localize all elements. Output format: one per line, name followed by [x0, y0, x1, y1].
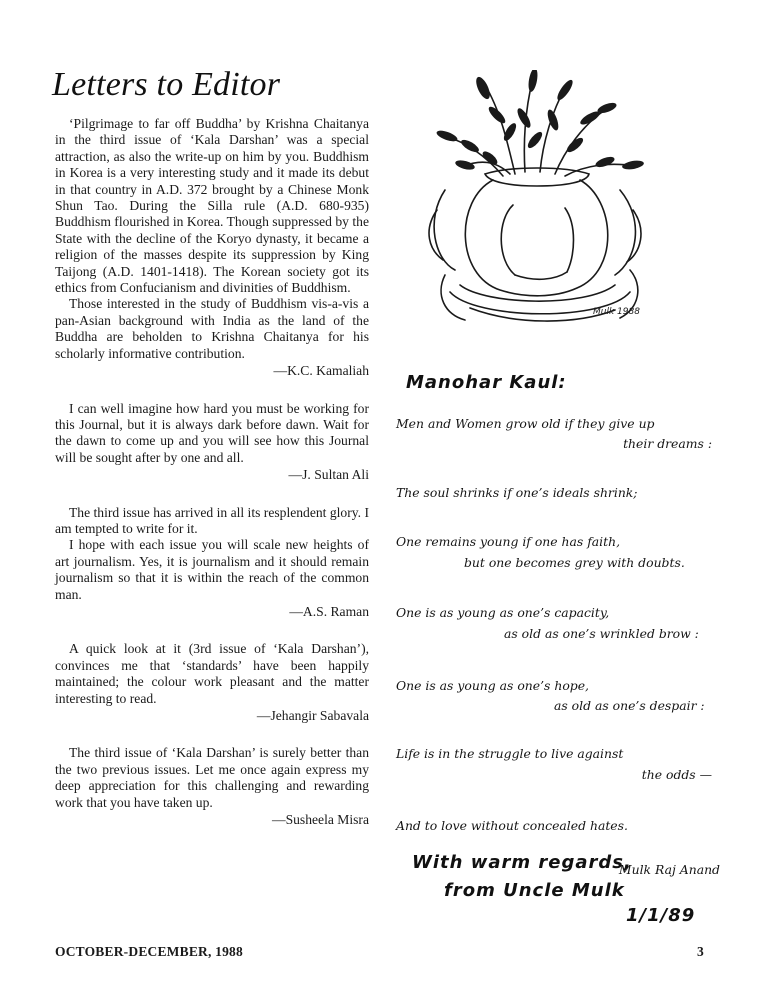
poem-line: One remains young if one has faith, [396, 534, 621, 549]
poem-line: One is as young as one’s hope, [396, 678, 589, 693]
letter-paragraph: The third issue has arrived in all its resplendent glory. I am tempted to write for it. [55, 504, 369, 536]
poem-line: Life is in the struggle to live against [396, 746, 624, 761]
letter-signature: —K.C. Kamaliah [273, 363, 369, 379]
letter-signature: —Susheela Misra [271, 812, 369, 828]
poem-line: Men and Women grow old if they give up [396, 416, 655, 431]
issue-date: OCTOBER-DECEMBER, 1988 [55, 944, 243, 959]
poem-line: as old as one’s despair : [554, 698, 705, 713]
poem-line: their dreams : [623, 436, 712, 451]
poem-line: but one becomes grey with doubts. [464, 555, 685, 570]
page-number: 3 [697, 944, 704, 959]
poem-author: Mulk Raj Anand [618, 862, 720, 877]
sketch-signature: Mulk 1988 [593, 307, 640, 317]
letter-paragraph: I can well imagine how hard you must be working for this Journal, but it is always dark before dawn. Wait for the dawn to come up and you will see how this Journal will be sought after by one and all. [55, 400, 369, 465]
poem-salutation: Manohar Kaul: [406, 372, 567, 393]
letter-signature: —A.S. Raman [289, 603, 369, 619]
plant-pot-sketch [415, 70, 655, 330]
letter-paragraph: I hope with each issue you will scale new heights of art journalism. Yes, it is journalism and it should remain journalism so that it is within the reach of the common man. [55, 537, 369, 602]
poem-line: the odds — [641, 767, 712, 782]
letter [55, 745, 369, 828]
letter-paragraph: A quick look at it (3rd issue of ‘Kala Darshan’), convinces me that ‘standards’ have been happily maintained; the colour work pleasant and the matter interesting to read. [55, 641, 369, 706]
letter [55, 401, 369, 484]
handwritten-closing: from Uncle Mulk [444, 880, 625, 901]
handwritten-date: 1/1/89 [626, 905, 696, 926]
letter-signature: —Jehangir Sabavala [256, 708, 369, 723]
letter [55, 641, 369, 724]
letter-paragraph: The third issue of ‘Kala Darshan’ is surely better than the two previous issues. Let me once again express my deep appreciation for this challenging and rewarding work that you have taken up. [55, 745, 369, 810]
letter [55, 505, 369, 621]
poem-line: And to love without concealed hates. [396, 818, 628, 833]
poem-line: The soul shrinks if one’s ideals shrink; [396, 485, 638, 500]
letter-paragraph: ‘Pilgrimage to far off Buddha’ by Krishna Chaitanya in the third issue of ‘Kala Darshan’ was a special attraction, as also the write-up on him by you. Buddhism in Korea is a very interesting study and it made its debut in that country in A.D. 372 brought by a Chinese Monk Shun Tao. During the Silla rule (A.D. 680-935) Buddhism flourished in Korea. Though suppressed by the State with the decline of the Koryo dynasty, it became a religion of the masses despite its suppression by King Taijong (A.D. 1401-1418). The Korean society got its ethics from Confucianism and divinities of Buddhism. [55, 116, 369, 296]
poem-line: as old as one’s wrinkled brow : [504, 626, 699, 641]
letter-paragraph: Those interested in the study of Buddhism vis-a-vis a pan-Asian background with India as the land of the Buddha are beholden to Krishna Chaitanya for his scholarly informative contribution. [55, 296, 369, 361]
letters-column [55, 116, 369, 828]
page-title: Letters to Editor [52, 66, 281, 103]
handwritten-closing: With warm regards, [412, 852, 632, 873]
poem-line: One is as young as one’s capacity, [396, 605, 610, 620]
letter [55, 116, 369, 380]
letter-signature: —J. Sultan Ali [288, 467, 369, 483]
